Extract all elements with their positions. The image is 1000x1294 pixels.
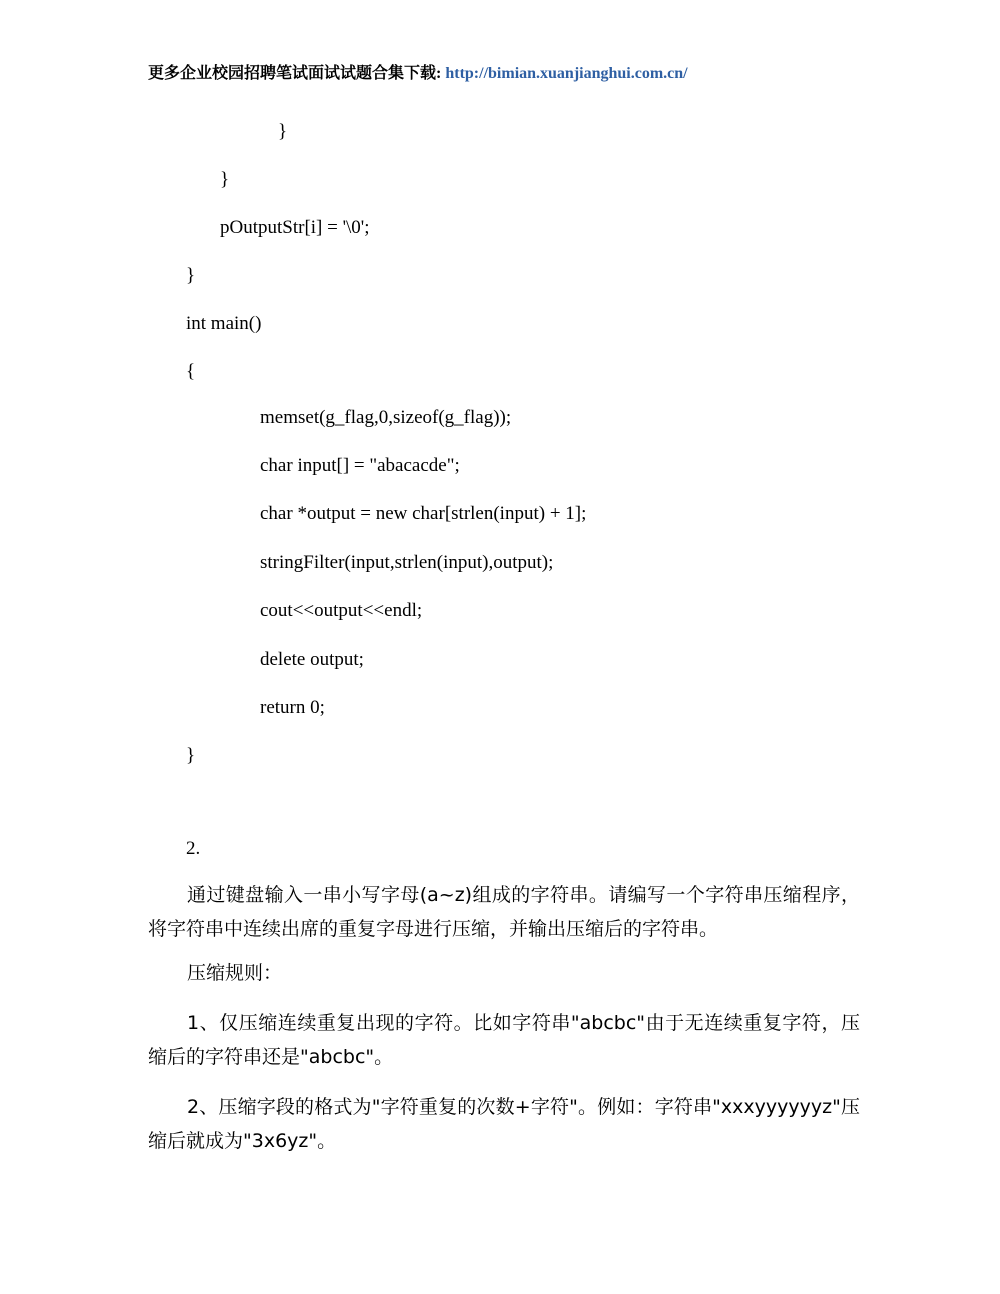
question-number: 2.	[186, 838, 201, 859]
code-line: stringFilter(input,strlen(input),output);	[260, 552, 554, 573]
header-url-link[interactable]: http://bimian.xuanjianghui.com.cn/	[445, 65, 688, 82]
code-line: }	[186, 265, 196, 286]
rules-title: 压缩规则：	[187, 962, 283, 984]
code-line: char input[] = "abacacde";	[260, 455, 460, 476]
code-line: }	[278, 121, 288, 142]
question-description: 通过键盘输入一串小写字母(a~z)组成的字符串。请编写一个字符串压缩程序，将字符串中连续出席的重复字母进行压缩，并输出压缩后的字符串。	[148, 884, 860, 940]
code-line: int main()	[186, 313, 262, 334]
code-line: memset(g_flag,0,sizeof(g_flag));	[260, 407, 512, 428]
rule-item-1: 1、仅压缩连续重复出现的字符。比如字符串"abcbc"由于无连续重复字符，压缩后的字符串还是"abcbc"。	[148, 1012, 860, 1068]
page-header	[148, 60, 688, 83]
code-line: {	[186, 361, 196, 382]
code-line: }	[220, 169, 230, 190]
header-prefix: 更多企业校园招聘笔试面试试题合集下载:	[148, 65, 442, 82]
code-line: char *output = new char[strlen(input) + 1];	[260, 503, 587, 524]
code-line: cout<<output<<endl;	[260, 600, 423, 621]
rule-item-2: 2、压缩字段的格式为"字符重复的次数+字符"。例如：字符串"xxxyyyyyyz"压缩后就成为"3x6yz"。	[148, 1096, 860, 1152]
code-line: pOutputStr[i] = '\0';	[220, 217, 370, 238]
code-line: }	[186, 745, 196, 766]
code-line: delete output;	[260, 649, 364, 670]
code-line: return 0;	[260, 697, 325, 718]
